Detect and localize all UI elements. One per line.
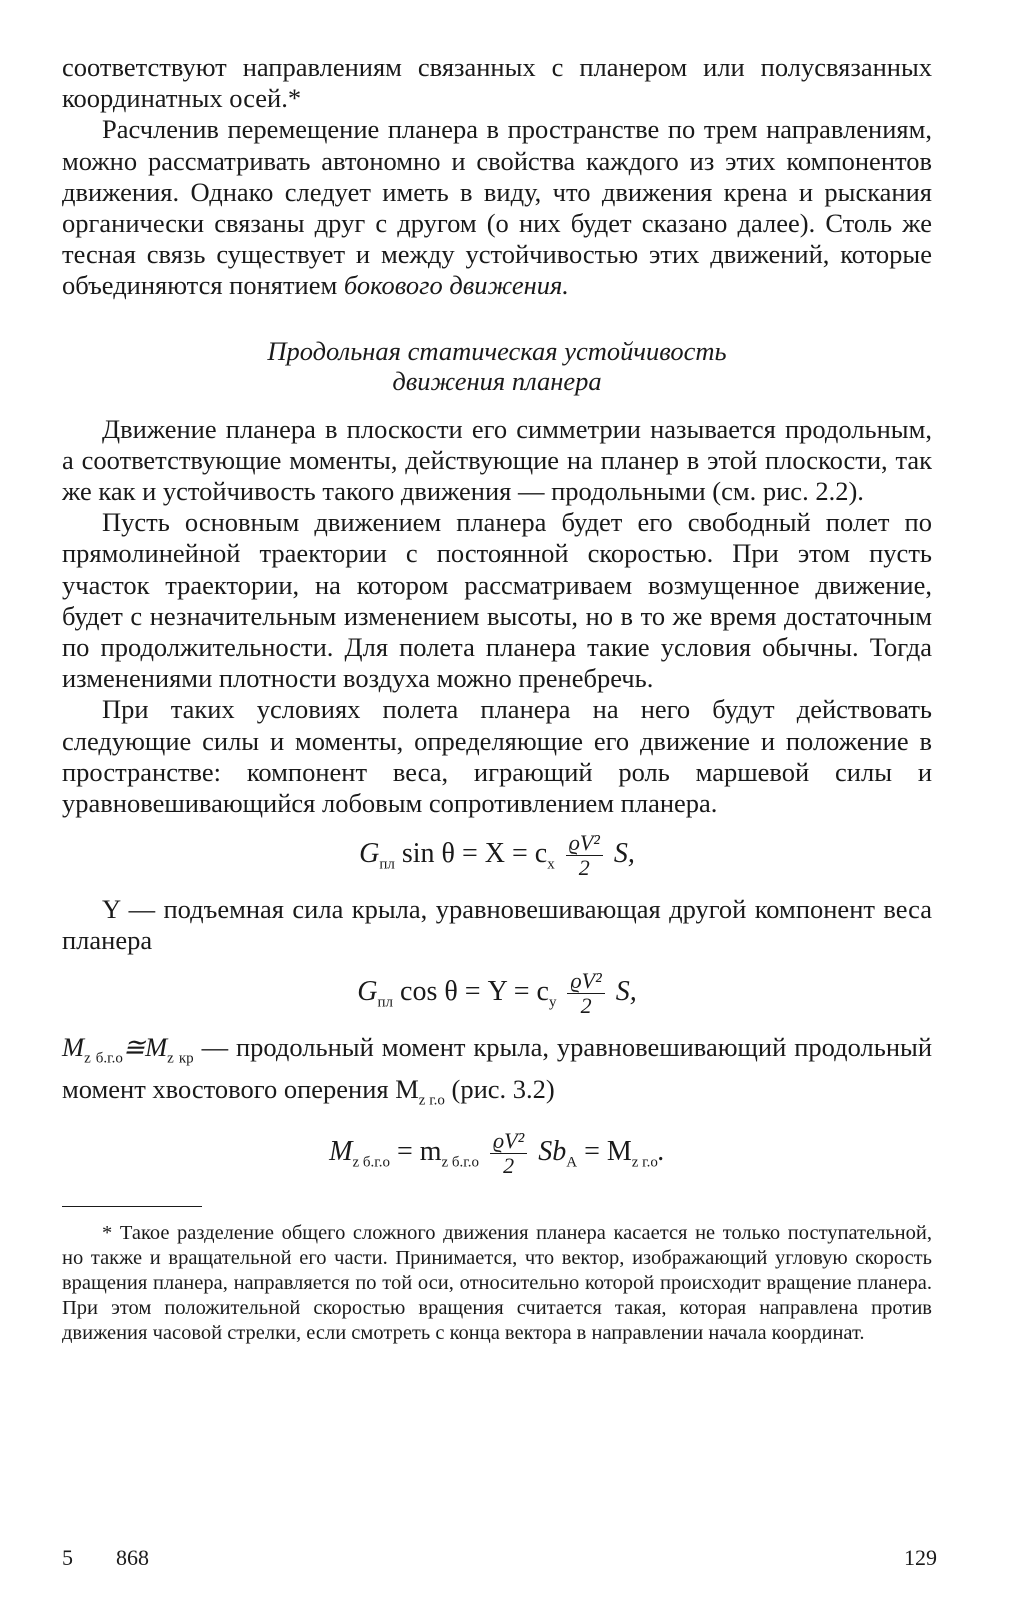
formula-lift: $G_{пл}$ $\cos \theta = Y = c_y$ $\frac{\text{ϱV²}}{2}$ S, (357, 967, 637, 1018)
formula-drag: $G_{пл}$ $\sin \theta = X = c_x$ $\frac{\text{ϱV²}}{2}$ S, (359, 830, 635, 881)
paragraph-2 (62, 114, 932, 301)
print-order-number: 868 (116, 1545, 149, 1570)
paragraph-2-text: Расчленив перемещение планера в пространстве по трем направлениям, можно рассматривать автономно и свойства каждого из этих компонентов движения. Однако следует иметь в виду, что движения крена и рыскания органически связаны друг с другом (о них будет сказано далее). Столь же тесная связь существует и между устойчивостью этих движений, которые объединяются понятием (62, 114, 932, 301)
section-heading (62, 336, 932, 396)
section-heading-line-2: движения планера (392, 365, 602, 396)
fraction: $\frac{\text{ϱV²}}{2}$ (566, 831, 603, 880)
fraction: $\frac{\text{ϱV²}}{2}$ (567, 969, 604, 1018)
page-number: 129 (904, 1545, 937, 1570)
paragraph-7: $M_{z б.г.о}≅M_{z кр}$ — продольный момент крыла, уравновешивающий продольный момент хвостового оперения $M_{z г.о}$ (рис. 3.2) (62, 1031, 932, 1109)
formula-moment: $M_{z б.г.о} = m_{z б.г.о}$ $\frac{\text{ϱV²}}{2}$ $Sb_A = M_{z г.о}$. (329, 1127, 665, 1178)
footnote: * Такое разделение общего сложного движения планера касается не только поступательной, но также и вращательной его части. Принимается, что вектор, изображающий угловую скорость вращения планера, направляется по той оси, относительно которой происходит вращение планера. При этом положительной скоростью вращения считается такая, которая направлена против движения часовой стрелки, если смотреть с конца вектора в направлении начала координат. (62, 1221, 932, 1344)
footnote-divider (62, 1206, 202, 1207)
signature-mark: 5 (62, 1545, 73, 1570)
paragraph-2-italic: бокового движения. (343, 270, 569, 301)
paragraph-5: При таких условиях полета планера на него будут действовать следующие силы и моменты, определяющие его движение и положение в пространстве: компонент веса, играющий роль маршевой силы и уравновешивающийся лобовым сопротивлением планера. (62, 694, 932, 819)
paragraph-3: Движение планера в плоскости его симметрии называется продольным, а соответствующие моменты, действующие на планер в этой плоскости, так же как и устойчивость такого движения — продольными (см. рис. 2.2). (62, 413, 932, 507)
paragraph-6: Y — подъемная сила крыла, уравновешивающая другой компонент веса планера (62, 894, 932, 956)
paragraph-4: Пусть основным движением планера будет его свободный полет по прямолинейной траектории с постоянной скоростью. При этом пусть участок траектории, на котором рассматриваем возмущенное движение, будет с незначительным изменением высоты, но в то же время достаточным по продолжительности. Для полета планера такие условия обычны. Тогда изменениями плотности воздуха можно пренебречь. (62, 507, 932, 694)
paragraph-1: соответствуют направлениям связанных с планером или полусвязанных координатных осей.* (62, 52, 932, 114)
section-heading-line-1: Продольная статическая устойчивость (267, 335, 727, 366)
page-body (62, 52, 932, 1346)
fraction: $\frac{\text{ϱV²}}{2}$ (490, 1129, 527, 1178)
